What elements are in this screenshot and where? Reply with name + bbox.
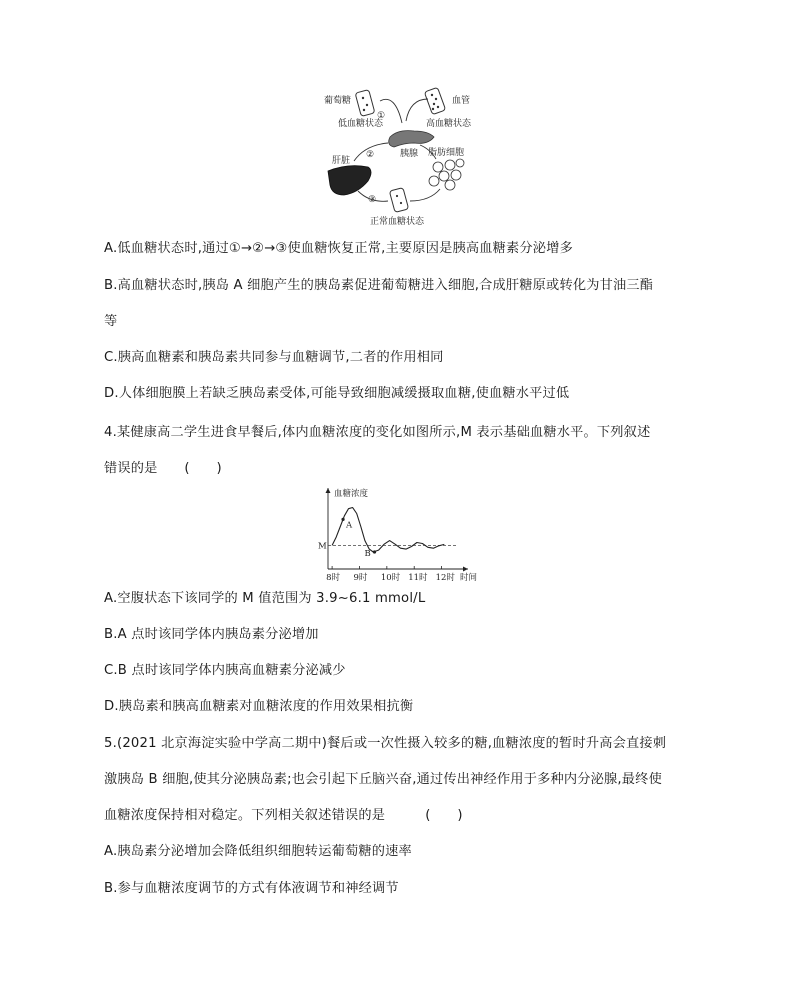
q5-option-b: B.参与血糖浓度调节的方式有体液调节和神经调节 xyxy=(104,881,399,896)
label-step1: ① xyxy=(377,111,386,121)
q3-option-d: D.人体细胞膜上若缺乏胰岛素受体,可能导致细胞减缓摄取血糖,使血糖水平过低 xyxy=(104,386,570,401)
y-axis-label: 血糖浓度 xyxy=(334,489,369,499)
q3-option-a: A.低血糖状态时,通过①→②→③使血糖恢复正常,主要原因是胰高血糖素分泌增多 xyxy=(104,241,573,256)
glucose-regulation-diagram xyxy=(310,85,500,230)
label-glucose: 葡萄糖 xyxy=(324,96,352,106)
label-pancreas: 胰腺 xyxy=(400,149,419,159)
q4-option-c: C.B 点时该同学体内胰高血糖素分泌减少 xyxy=(104,663,346,678)
x-tick-label: 8时 xyxy=(326,573,341,583)
arrow-fat-normal xyxy=(410,189,440,201)
q4-option-d: D.胰岛素和胰高血糖素对血糖浓度的作用效果相抗衡 xyxy=(104,699,414,714)
q3-option-b-line1: B.高血糖状态时,胰岛 A 细胞产生的胰岛素促进葡萄糖进入细胞,合成肝糖原或转化为甘油三酯 xyxy=(104,278,654,293)
label-vessel: 血管 xyxy=(452,96,471,106)
label-step2: ② xyxy=(366,150,375,160)
blood-glucose-chart xyxy=(310,486,480,584)
point-a xyxy=(341,518,344,521)
point-b-label: B xyxy=(364,548,371,559)
baseline-label: M xyxy=(318,541,327,552)
q5-stem-line2: 激胰岛 B 细胞,使其分泌胰岛素;也会引起下丘脑兴奋,通过传出神经作用于多种内分泌腺,最终使 xyxy=(104,772,662,787)
label-low: 低血糖状态 xyxy=(338,119,384,129)
label-step3: ③ xyxy=(368,195,377,205)
x-tick-label: 9时 xyxy=(353,573,368,583)
q4-option-a: A.空腹状态下该同学的 M 值范围为 3.9~6.1 mmol/L xyxy=(104,591,426,606)
q4-stem-line1: 4.某健康高二学生进食早餐后,体内血糖浓度的变化如图所示,M 表示基础血糖水平。下列叙述 xyxy=(104,425,651,440)
x-axis-arrow xyxy=(463,567,468,572)
q4-stem-line2: 错误的是 ( ) xyxy=(104,461,222,476)
q5-stem-line3: 血糖浓度保持相对稳定。下列相关叙述错误的是 ( ) xyxy=(104,808,463,823)
label-normal: 正常血糖状态 xyxy=(370,217,425,227)
q5-stem-line1: 5.(2021 北京海淀实验中学高二期中)餐后或一次性摄入较多的糖,血糖浓度的暂时升高会直接刺 xyxy=(104,736,667,751)
q5-option-a: A.胰岛素分泌增加会降低组织细胞转运葡萄糖的速率 xyxy=(104,844,412,859)
arrow-high xyxy=(406,99,428,121)
liver-icon xyxy=(328,166,371,195)
low-glucose-vessel-icon xyxy=(355,90,375,117)
label-fat: 脂肪细胞 xyxy=(428,148,465,158)
x-tick-label: 12时 xyxy=(435,573,455,583)
q3-option-c: C.胰高血糖素和胰岛素共同参与血糖调节,二者的作用相同 xyxy=(104,350,444,365)
q4-option-b: B.A 点时该同学体内胰岛素分泌增加 xyxy=(104,627,319,642)
q3-option-b-line2: 等 xyxy=(104,314,118,329)
label-high: 高血糖状态 xyxy=(426,119,472,129)
x-tick-label: 10时 xyxy=(380,573,401,583)
label-liver: 肝脏 xyxy=(332,156,351,166)
normal-glucose-vessel-icon xyxy=(389,188,408,213)
high-glucose-vessel-icon xyxy=(424,87,445,114)
x-axis-label: 时间 xyxy=(460,573,478,583)
y-axis-arrow xyxy=(326,488,331,493)
x-tick-label: 11时 xyxy=(408,573,428,583)
point-a-label: A xyxy=(346,520,353,531)
pancreas-icon xyxy=(389,131,434,147)
point-b xyxy=(373,550,376,553)
fat-cells-icon xyxy=(429,159,464,190)
